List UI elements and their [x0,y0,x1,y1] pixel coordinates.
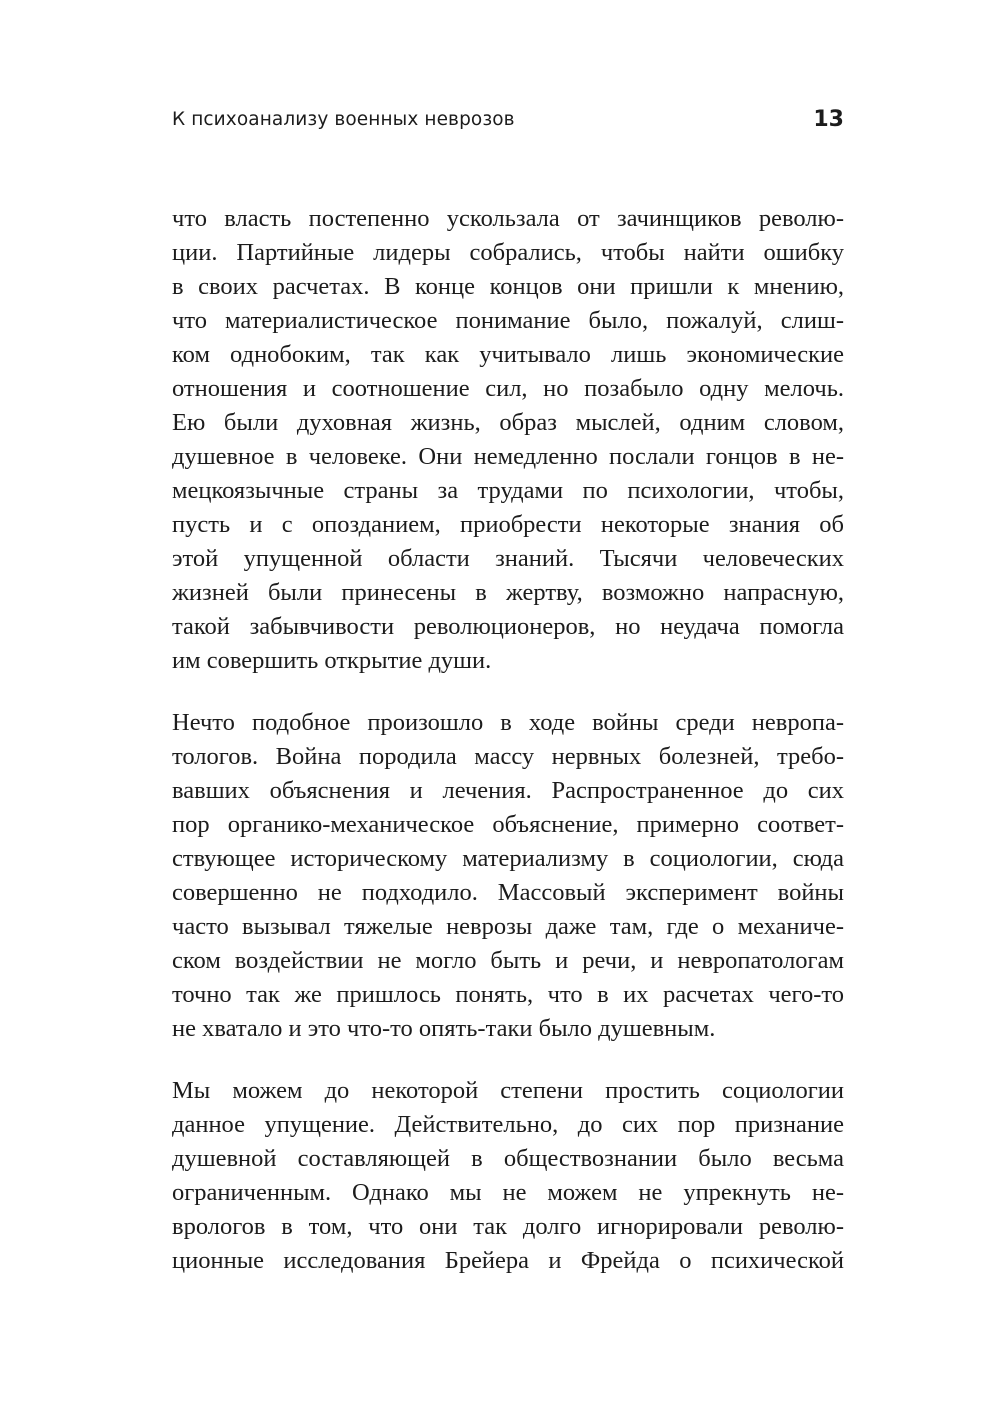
body-text [172,202,844,1306]
text-line: душевной составляющей в обществознании было весьма [172,1145,844,1172]
text-line: душевное в человеке. Они немедленно послали гонцов в не- [172,443,844,470]
text-line: врологов в том, что они так долго игнорировали револю- [172,1213,844,1240]
text-line: точно так же пришлось понять, что в их расчетах чего-то [172,981,844,1008]
text-line: пор органико-механическое объяснение, примерно соответ- [172,811,844,838]
text-line: ограниченным. Однако мы не можем не упрекнуть не- [172,1179,844,1206]
text-line: часто вызывал тяжелые неврозы даже там, где о механиче- [172,913,844,940]
text-line: этой упущенной области знаний. Тысячи человеческих [172,545,844,572]
text-line: ционные исследования Брейера и Фрейда о психической [172,1247,844,1274]
text-line: в своих расчетах. В конце концов они пришли к мнению, [172,273,844,300]
text-line: пусть и с опозданием, приобрести некоторые знания об [172,511,844,538]
text-line: данное упущение. Действительно, до сих пор признание [172,1111,844,1138]
text-line: жизней были принесены в жертву, возможно напрасную, [172,579,844,606]
text-line: им совершить открытие души. [172,647,492,674]
running-title: К психоанализу военных неврозов [172,109,515,130]
text-line: ствующее историческому материализму в социологии, сюда [172,845,844,872]
text-line: вавших объяснения и лечения. Распространенное до сих [172,777,844,804]
text-line: что материалистическое понимание было, пожалуй, слиш- [172,307,844,334]
running-header [172,107,844,137]
paragraph-3 [172,1074,844,1278]
text-line: Нечто подобное произошло в ходе войны среди невропа- [172,709,844,736]
text-line: не хватало и это что-то опять-таки было душевным. [172,1015,716,1042]
paragraph-2 [172,706,844,1046]
text-line: ком однобоким, так как учитывало лишь экономические [172,341,844,368]
text-line: совершенно не подходило. Массовый эксперимент войны [172,879,844,906]
text-line: ции. Партийные лидеры собрались, чтобы найти ошибку [172,239,844,266]
text-line: тологов. Война породила массу нервных болезней, требо- [172,743,844,770]
text-line: Мы можем до некоторой степени простить социологии [172,1077,844,1104]
page-number: 13 [813,107,844,132]
paragraph-1 [172,202,844,678]
text-line: Ею были духовная жизнь, образ мыслей, одним словом, [172,409,844,436]
text-line: ском воздействии не могло быть и речи, и невропатологам [172,947,844,974]
text-line: что власть постепенно ускользала от зачинщиков револю- [172,205,844,232]
text-line: мецкоязычные страны за трудами по психологии, чтобы, [172,477,844,504]
text-line: такой забывчивости революционеров, но неудача помогла [172,613,844,640]
text-line: отношения и соотношение сил, но позабыло одну мелочь. [172,375,844,402]
